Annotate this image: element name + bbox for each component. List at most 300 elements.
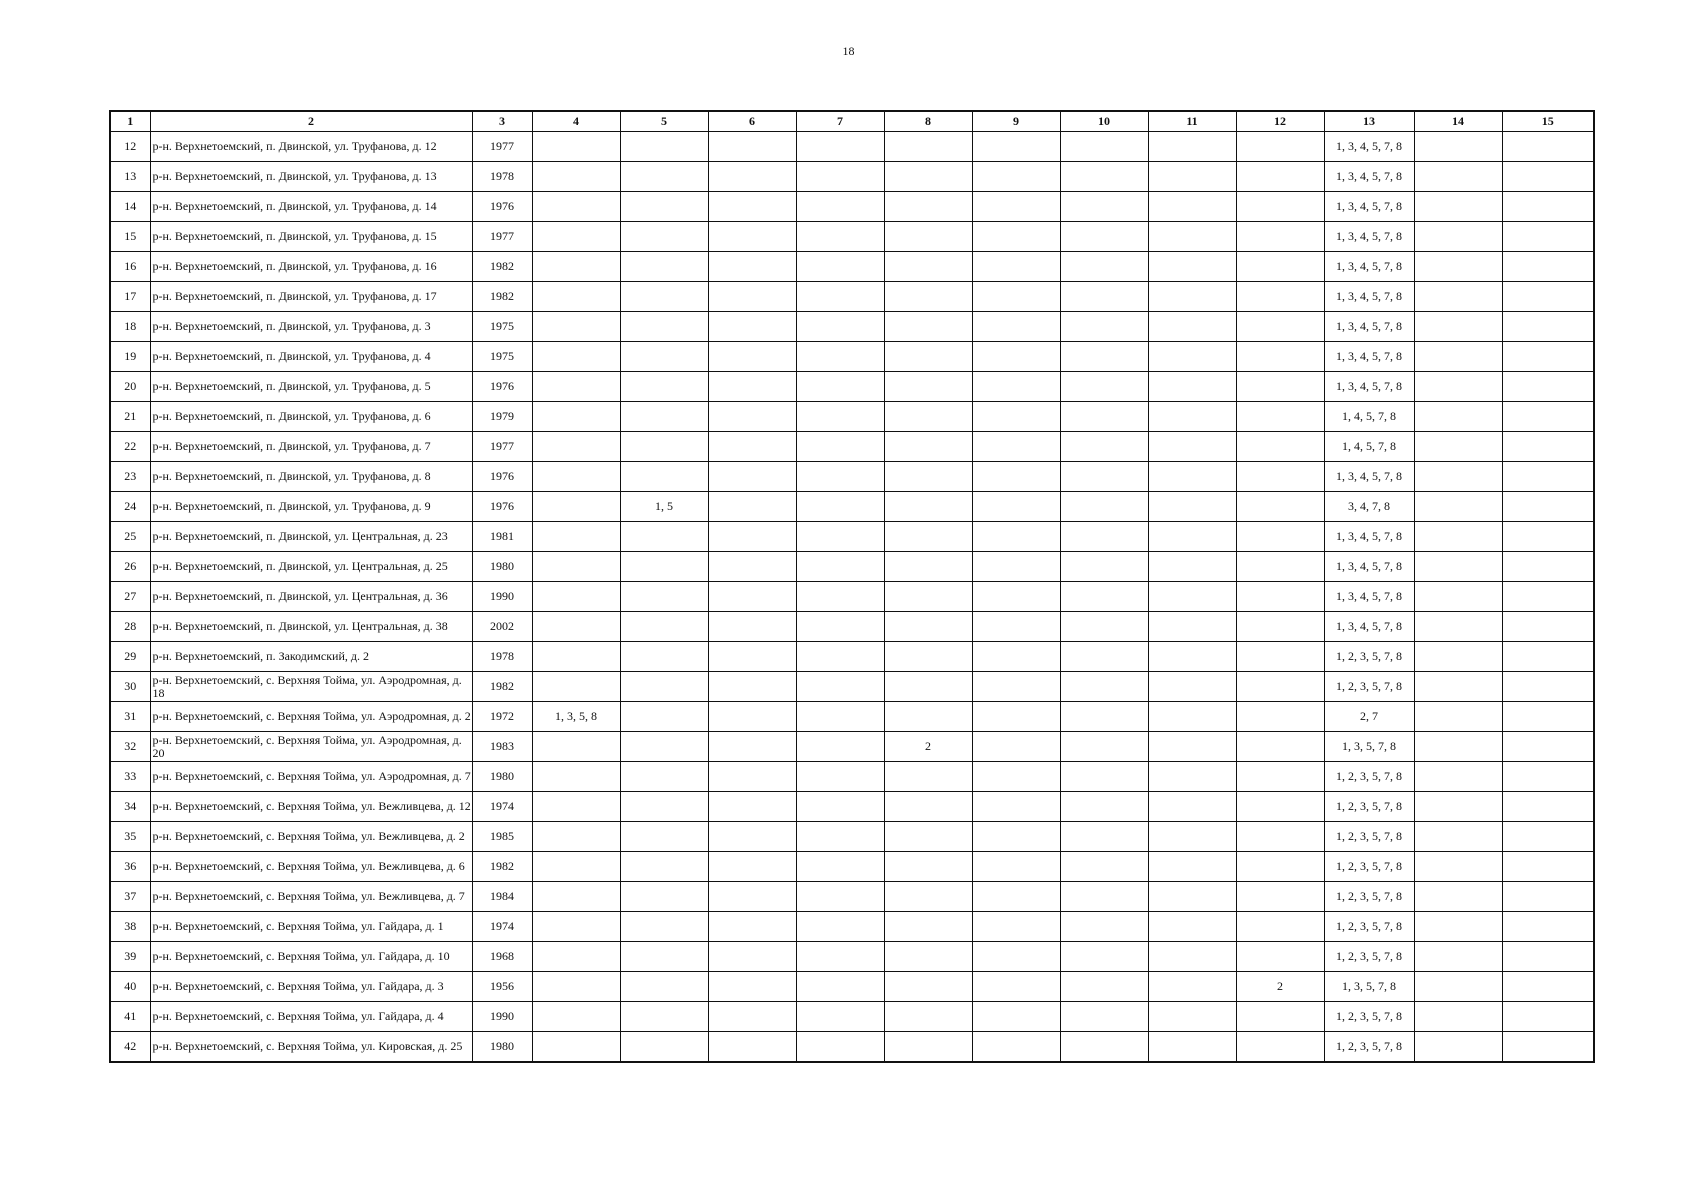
table-cell bbox=[532, 972, 620, 1002]
table-cell bbox=[532, 252, 620, 282]
table-cell bbox=[884, 522, 972, 552]
table-cell: 1, 2, 3, 5, 7, 8 bbox=[1324, 882, 1414, 912]
table-cell bbox=[1148, 522, 1236, 552]
table-cell bbox=[532, 342, 620, 372]
row-number-cell: 21 bbox=[110, 402, 150, 432]
column-header-12: 12 bbox=[1236, 111, 1324, 132]
table-cell bbox=[1236, 672, 1324, 702]
table-cell bbox=[796, 792, 884, 822]
table-cell bbox=[1060, 162, 1148, 192]
table-cell bbox=[972, 192, 1060, 222]
table-cell bbox=[1414, 972, 1502, 1002]
address-cell: р-н. Верхнетоемский, п. Двинской, ул. Труфанова, д. 15 bbox=[150, 222, 472, 252]
row-number-cell: 23 bbox=[110, 462, 150, 492]
address-cell: р-н. Верхнетоемский, п. Двинской, ул. Центральная, д. 23 bbox=[150, 522, 472, 552]
table-cell bbox=[1060, 222, 1148, 252]
table-cell bbox=[1414, 942, 1502, 972]
table-cell bbox=[1148, 282, 1236, 312]
row-number-cell: 18 bbox=[110, 312, 150, 342]
table-cell: 1, 3, 4, 5, 7, 8 bbox=[1324, 192, 1414, 222]
table-cell bbox=[1236, 222, 1324, 252]
table-cell bbox=[1148, 1032, 1236, 1063]
table-row bbox=[110, 372, 1594, 402]
table-cell bbox=[708, 1032, 796, 1063]
table-cell bbox=[620, 312, 708, 342]
address-cell: р-н. Верхнетоемский, с. Верхняя Тойма, ул. Аэродромная, д. 20 bbox=[150, 732, 472, 762]
table-cell bbox=[1236, 882, 1324, 912]
table-cell bbox=[1414, 222, 1502, 252]
table-cell bbox=[532, 882, 620, 912]
row-number-cell: 42 bbox=[110, 1032, 150, 1063]
table-cell bbox=[620, 162, 708, 192]
address-cell: р-н. Верхнетоемский, с. Верхняя Тойма, ул. Вежливцева, д. 7 bbox=[150, 882, 472, 912]
table-cell bbox=[972, 972, 1060, 1002]
table-cell bbox=[1060, 852, 1148, 882]
year-cell: 1983 bbox=[472, 732, 532, 762]
table-cell bbox=[1502, 432, 1594, 462]
table-cell bbox=[1236, 132, 1324, 162]
table-cell bbox=[884, 552, 972, 582]
table-cell bbox=[884, 432, 972, 462]
year-cell: 1990 bbox=[472, 582, 532, 612]
table-cell bbox=[708, 132, 796, 162]
table-cell bbox=[1148, 372, 1236, 402]
table-cell bbox=[532, 162, 620, 192]
table-cell bbox=[1060, 1002, 1148, 1032]
column-header-8: 8 bbox=[884, 111, 972, 132]
table-cell bbox=[620, 402, 708, 432]
table-cell bbox=[532, 522, 620, 552]
table-cell bbox=[708, 162, 796, 192]
table-cell bbox=[532, 372, 620, 402]
table-cell bbox=[708, 462, 796, 492]
table-cell bbox=[620, 1002, 708, 1032]
table-cell bbox=[1148, 852, 1236, 882]
table-cell bbox=[972, 702, 1060, 732]
table-cell bbox=[1414, 432, 1502, 462]
table-cell bbox=[620, 582, 708, 612]
table-cell bbox=[532, 912, 620, 942]
table-cell bbox=[1236, 372, 1324, 402]
table-cell bbox=[1148, 882, 1236, 912]
table-cell bbox=[1148, 132, 1236, 162]
table-row bbox=[110, 432, 1594, 462]
table-cell bbox=[708, 792, 796, 822]
table-cell bbox=[884, 222, 972, 252]
table-cell bbox=[972, 552, 1060, 582]
table-cell bbox=[796, 432, 884, 462]
table-cell bbox=[532, 612, 620, 642]
table-cell bbox=[1502, 582, 1594, 612]
table-cell bbox=[1148, 672, 1236, 702]
table-cell: 2 bbox=[884, 732, 972, 762]
table-cell bbox=[796, 342, 884, 372]
table-cell bbox=[1502, 762, 1594, 792]
table-cell bbox=[972, 1032, 1060, 1063]
table-cell bbox=[708, 372, 796, 402]
year-cell: 1976 bbox=[472, 192, 532, 222]
table-cell bbox=[620, 612, 708, 642]
table-cell bbox=[620, 882, 708, 912]
table-cell bbox=[532, 552, 620, 582]
table-cell bbox=[796, 462, 884, 492]
table-cell: 1, 2, 3, 5, 7, 8 bbox=[1324, 642, 1414, 672]
address-cell: р-н. Верхнетоемский, с. Верхняя Тойма, ул. Вежливцева, д. 12 bbox=[150, 792, 472, 822]
column-header-3: 3 bbox=[472, 111, 532, 132]
table-cell bbox=[884, 762, 972, 792]
table-cell bbox=[796, 312, 884, 342]
table-cell bbox=[1148, 972, 1236, 1002]
table-cell bbox=[1060, 582, 1148, 612]
table-cell bbox=[796, 1032, 884, 1063]
row-number-cell: 34 bbox=[110, 792, 150, 822]
address-cell: р-н. Верхнетоемский, с. Верхняя Тойма, ул. Гайдара, д. 1 bbox=[150, 912, 472, 942]
column-header-6: 6 bbox=[708, 111, 796, 132]
row-number-cell: 22 bbox=[110, 432, 150, 462]
table-cell bbox=[796, 162, 884, 192]
table-cell bbox=[1414, 642, 1502, 672]
table-cell bbox=[708, 912, 796, 942]
table-cell: 1, 3, 5, 7, 8 bbox=[1324, 732, 1414, 762]
table-cell bbox=[884, 702, 972, 732]
table-cell bbox=[796, 372, 884, 402]
address-cell: р-н. Верхнетоемский, с. Верхняя Тойма, ул. Вежливцева, д. 6 bbox=[150, 852, 472, 882]
table-cell bbox=[708, 492, 796, 522]
table-cell bbox=[1502, 372, 1594, 402]
table-cell bbox=[1414, 312, 1502, 342]
table-cell bbox=[708, 1002, 796, 1032]
table-cell bbox=[1060, 1032, 1148, 1063]
table-cell bbox=[1502, 972, 1594, 1002]
year-cell: 1984 bbox=[472, 882, 532, 912]
table-cell bbox=[1414, 252, 1502, 282]
year-cell: 1974 bbox=[472, 912, 532, 942]
table-cell bbox=[1236, 912, 1324, 942]
table-cell bbox=[972, 642, 1060, 672]
table-cell bbox=[972, 822, 1060, 852]
table-row bbox=[110, 192, 1594, 222]
table-cell bbox=[1060, 492, 1148, 522]
table-cell bbox=[796, 642, 884, 672]
address-cell: р-н. Верхнетоемский, п. Двинской, ул. Труфанова, д. 5 bbox=[150, 372, 472, 402]
table-cell bbox=[1236, 162, 1324, 192]
table-cell bbox=[1502, 1032, 1594, 1063]
table-cell bbox=[1414, 132, 1502, 162]
table-cell bbox=[1236, 552, 1324, 582]
table-cell bbox=[620, 462, 708, 492]
table-cell bbox=[1236, 492, 1324, 522]
table-cell bbox=[620, 432, 708, 462]
year-cell: 1980 bbox=[472, 1032, 532, 1063]
table-row bbox=[110, 822, 1594, 852]
table-cell bbox=[884, 672, 972, 702]
table-cell bbox=[620, 642, 708, 672]
table-row bbox=[110, 972, 1594, 1002]
table-cell bbox=[1414, 342, 1502, 372]
address-cell: р-н. Верхнетоемский, п. Двинской, ул. Центральная, д. 38 bbox=[150, 612, 472, 642]
year-cell: 1982 bbox=[472, 252, 532, 282]
table-cell bbox=[620, 222, 708, 252]
address-cell: р-н. Верхнетоемский, п. Двинской, ул. Труфанова, д. 14 bbox=[150, 192, 472, 222]
table-row bbox=[110, 672, 1594, 702]
table-cell bbox=[884, 1002, 972, 1032]
table-cell: 1, 3, 4, 5, 7, 8 bbox=[1324, 282, 1414, 312]
table-cell bbox=[1236, 582, 1324, 612]
table-cell bbox=[708, 282, 796, 312]
table-cell bbox=[1148, 252, 1236, 282]
table-cell bbox=[708, 642, 796, 672]
table-cell bbox=[972, 672, 1060, 702]
table-row bbox=[110, 462, 1594, 492]
table-cell bbox=[1148, 342, 1236, 372]
address-cell: р-н. Верхнетоемский, с. Верхняя Тойма, ул. Гайдара, д. 4 bbox=[150, 1002, 472, 1032]
table-cell bbox=[708, 432, 796, 462]
table-cell bbox=[1236, 1032, 1324, 1063]
table-cell bbox=[1414, 882, 1502, 912]
year-cell: 1982 bbox=[472, 852, 532, 882]
table-cell bbox=[1148, 732, 1236, 762]
address-cell: р-н. Верхнетоемский, с. Верхняя Тойма, ул. Гайдара, д. 10 bbox=[150, 942, 472, 972]
table-cell bbox=[972, 342, 1060, 372]
table-cell bbox=[884, 612, 972, 642]
table-cell bbox=[1502, 402, 1594, 432]
table-cell bbox=[620, 702, 708, 732]
year-cell: 1977 bbox=[472, 432, 532, 462]
table-cell bbox=[1060, 252, 1148, 282]
year-cell: 1972 bbox=[472, 702, 532, 732]
table-cell bbox=[532, 1032, 620, 1063]
row-number-cell: 29 bbox=[110, 642, 150, 672]
table-cell bbox=[796, 732, 884, 762]
table-cell bbox=[1502, 912, 1594, 942]
address-cell: р-н. Верхнетоемский, п. Двинской, ул. Труфанова, д. 9 bbox=[150, 492, 472, 522]
table-header-row bbox=[110, 111, 1594, 132]
table-cell bbox=[1414, 762, 1502, 792]
table-cell bbox=[1148, 312, 1236, 342]
row-number-cell: 14 bbox=[110, 192, 150, 222]
column-header-1: 1 bbox=[110, 111, 150, 132]
table-cell bbox=[884, 1032, 972, 1063]
row-number-cell: 20 bbox=[110, 372, 150, 402]
year-cell: 1980 bbox=[472, 762, 532, 792]
table-cell bbox=[1060, 312, 1148, 342]
table-cell: 1, 4, 5, 7, 8 bbox=[1324, 402, 1414, 432]
table-cell bbox=[708, 312, 796, 342]
table-cell bbox=[620, 732, 708, 762]
address-cell: р-н. Верхнетоемский, с. Верхняя Тойма, ул. Вежливцева, д. 2 bbox=[150, 822, 472, 852]
table-cell bbox=[1060, 402, 1148, 432]
table-cell bbox=[532, 432, 620, 462]
year-cell: 1956 bbox=[472, 972, 532, 1002]
table-cell bbox=[532, 492, 620, 522]
table-row bbox=[110, 342, 1594, 372]
table-cell bbox=[1414, 672, 1502, 702]
table-cell bbox=[884, 192, 972, 222]
column-header-5: 5 bbox=[620, 111, 708, 132]
table-cell bbox=[1060, 522, 1148, 552]
table-row bbox=[110, 1002, 1594, 1032]
address-cell: р-н. Верхнетоемский, п. Двинской, ул. Труфанова, д. 6 bbox=[150, 402, 472, 432]
table-cell bbox=[1060, 762, 1148, 792]
table-cell bbox=[972, 282, 1060, 312]
table-cell bbox=[972, 522, 1060, 552]
table-cell bbox=[620, 912, 708, 942]
table-cell bbox=[884, 342, 972, 372]
table-cell bbox=[1148, 762, 1236, 792]
table-cell bbox=[620, 282, 708, 312]
row-number-cell: 17 bbox=[110, 282, 150, 312]
table-cell bbox=[1502, 492, 1594, 522]
table-cell bbox=[884, 282, 972, 312]
table-cell bbox=[884, 402, 972, 432]
table-cell bbox=[532, 282, 620, 312]
year-cell: 1968 bbox=[472, 942, 532, 972]
table-cell bbox=[796, 222, 884, 252]
table-cell bbox=[620, 972, 708, 1002]
table-cell bbox=[1060, 612, 1148, 642]
year-cell: 1976 bbox=[472, 462, 532, 492]
row-number-cell: 40 bbox=[110, 972, 150, 1002]
table-row bbox=[110, 1032, 1594, 1063]
table-cell bbox=[796, 612, 884, 642]
table-cell bbox=[796, 912, 884, 942]
table-cell: 1, 3, 4, 5, 7, 8 bbox=[1324, 372, 1414, 402]
address-cell: р-н. Верхнетоемский, с. Верхняя Тойма, ул. Аэродромная, д. 2 bbox=[150, 702, 472, 732]
table-row bbox=[110, 732, 1594, 762]
table-row bbox=[110, 402, 1594, 432]
table-cell bbox=[532, 1002, 620, 1032]
table-cell bbox=[1502, 672, 1594, 702]
table-cell bbox=[1148, 702, 1236, 732]
row-number-cell: 39 bbox=[110, 942, 150, 972]
table-cell bbox=[1236, 432, 1324, 462]
table-cell: 1, 2, 3, 5, 7, 8 bbox=[1324, 822, 1414, 852]
table-row bbox=[110, 702, 1594, 732]
table-cell bbox=[620, 822, 708, 852]
table-cell bbox=[708, 582, 796, 612]
address-cell: р-н. Верхнетоемский, с. Верхняя Тойма, ул. Гайдара, д. 3 bbox=[150, 972, 472, 1002]
table-row bbox=[110, 162, 1594, 192]
page-number: 18 bbox=[842, 44, 855, 58]
table-cell bbox=[972, 312, 1060, 342]
table-cell bbox=[708, 762, 796, 792]
table-cell bbox=[1060, 912, 1148, 942]
year-cell: 2002 bbox=[472, 612, 532, 642]
table-cell bbox=[1060, 132, 1148, 162]
table-cell bbox=[532, 192, 620, 222]
table-cell bbox=[796, 1002, 884, 1032]
year-cell: 1981 bbox=[472, 522, 532, 552]
row-number-cell: 16 bbox=[110, 252, 150, 282]
table-cell bbox=[972, 912, 1060, 942]
table-cell bbox=[972, 432, 1060, 462]
table-cell bbox=[532, 222, 620, 252]
table-cell bbox=[972, 162, 1060, 192]
table-cell bbox=[796, 552, 884, 582]
table-cell bbox=[1236, 192, 1324, 222]
table-cell bbox=[1414, 702, 1502, 732]
table-row bbox=[110, 762, 1594, 792]
row-number-cell: 15 bbox=[110, 222, 150, 252]
table-cell bbox=[1060, 732, 1148, 762]
table-cell bbox=[1236, 792, 1324, 822]
table-cell bbox=[1502, 942, 1594, 972]
table-cell bbox=[796, 282, 884, 312]
table-cell bbox=[1236, 702, 1324, 732]
row-number-cell: 35 bbox=[110, 822, 150, 852]
table-cell bbox=[1236, 252, 1324, 282]
table-cell bbox=[796, 402, 884, 432]
year-cell: 1982 bbox=[472, 672, 532, 702]
table-cell bbox=[1502, 252, 1594, 282]
table-cell bbox=[532, 672, 620, 702]
table-cell bbox=[1148, 492, 1236, 522]
table-cell bbox=[1060, 792, 1148, 822]
year-cell: 1974 bbox=[472, 792, 532, 822]
address-cell: р-н. Верхнетоемский, п. Двинской, ул. Труфанова, д. 3 bbox=[150, 312, 472, 342]
table-cell bbox=[1148, 222, 1236, 252]
table-cell bbox=[532, 132, 620, 162]
table-cell bbox=[620, 852, 708, 882]
table-cell: 2 bbox=[1236, 972, 1324, 1002]
table-cell bbox=[1060, 672, 1148, 702]
table-cell bbox=[972, 942, 1060, 972]
table-cell bbox=[1148, 432, 1236, 462]
table-cell bbox=[532, 792, 620, 822]
table-cell bbox=[1502, 882, 1594, 912]
table-cell bbox=[796, 882, 884, 912]
table-cell bbox=[972, 252, 1060, 282]
table-cell bbox=[1236, 852, 1324, 882]
table-cell bbox=[796, 522, 884, 552]
column-header-9: 9 bbox=[972, 111, 1060, 132]
table-cell: 1, 3, 4, 5, 7, 8 bbox=[1324, 222, 1414, 252]
table-cell bbox=[1502, 642, 1594, 672]
table-cell bbox=[708, 612, 796, 642]
table-cell bbox=[1060, 462, 1148, 492]
table-row bbox=[110, 252, 1594, 282]
table-cell bbox=[532, 402, 620, 432]
table-cell bbox=[620, 762, 708, 792]
table-cell bbox=[1236, 642, 1324, 672]
table-cell bbox=[1060, 552, 1148, 582]
table-row bbox=[110, 312, 1594, 342]
table-cell bbox=[1502, 612, 1594, 642]
address-cell: р-н. Верхнетоемский, п. Двинской, ул. Труфанова, д. 8 bbox=[150, 462, 472, 492]
table-cell bbox=[1148, 912, 1236, 942]
table-cell bbox=[1148, 642, 1236, 672]
address-cell: р-н. Верхнетоемский, с. Верхняя Тойма, ул. Аэродромная, д. 18 bbox=[150, 672, 472, 702]
year-cell: 1978 bbox=[472, 162, 532, 192]
table-cell bbox=[1414, 852, 1502, 882]
table-cell bbox=[1502, 822, 1594, 852]
table-cell bbox=[972, 732, 1060, 762]
table-cell bbox=[884, 252, 972, 282]
address-cell: р-н. Верхнетоемский, п. Двинской, ул. Труфанова, д. 4 bbox=[150, 342, 472, 372]
table-row bbox=[110, 882, 1594, 912]
table-cell bbox=[1060, 822, 1148, 852]
table-cell bbox=[972, 882, 1060, 912]
table-cell bbox=[532, 582, 620, 612]
table-cell bbox=[1502, 132, 1594, 162]
table-cell: 1, 3, 4, 5, 7, 8 bbox=[1324, 462, 1414, 492]
row-number-cell: 38 bbox=[110, 912, 150, 942]
table-cell: 1, 3, 4, 5, 7, 8 bbox=[1324, 552, 1414, 582]
table-cell bbox=[972, 372, 1060, 402]
table-cell bbox=[796, 192, 884, 222]
table-cell bbox=[708, 672, 796, 702]
table-cell bbox=[708, 402, 796, 432]
